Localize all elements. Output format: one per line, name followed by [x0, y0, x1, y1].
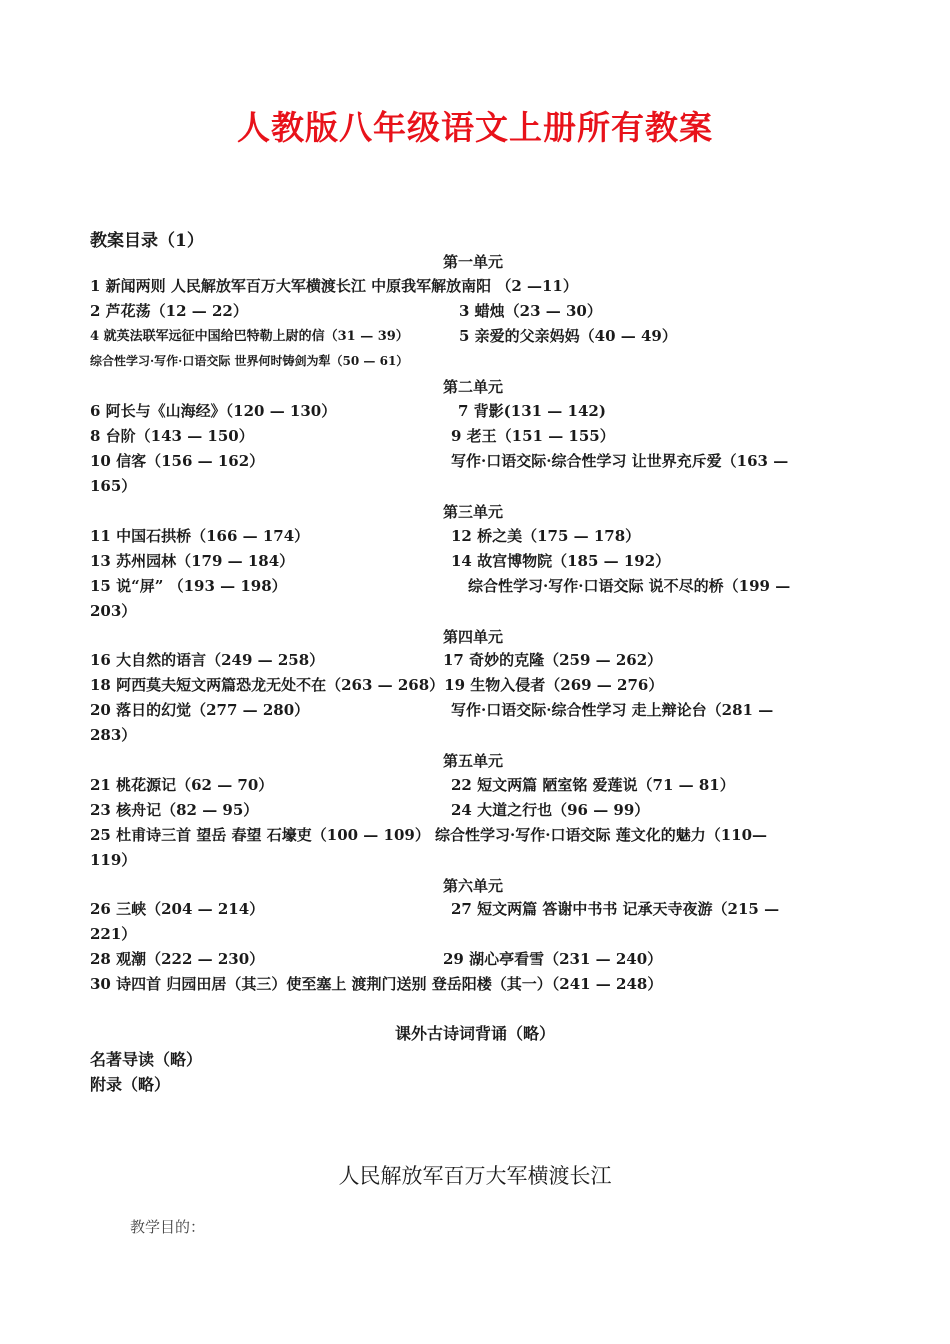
- toc-entry: 7 背影(131 — 142): [458, 402, 606, 420]
- toc-entry: 12 桥之美（175 — 178）: [451, 527, 641, 545]
- document-title: 人教版八年级语文上册所有教案: [237, 108, 713, 147]
- toc-entry: 30 诗四首 归园田居（其三）使至塞上 渡荆门送别 登岳阳楼（其一）（241 — 248）: [90, 975, 663, 993]
- toc-entry: 22 短文两篇 陋室铭 爱莲说（71 — 81）: [451, 776, 735, 794]
- toc-entry: 24 大道之行也（96 — 99）: [451, 801, 650, 819]
- toc-entry: 16 大自然的语言（249 — 258）: [90, 651, 325, 669]
- toc-entry: 8 台阶（143 — 150）: [90, 427, 254, 445]
- toc-entry: 9 老王（151 — 155）: [451, 427, 615, 445]
- extracurricular-poems: 课外古诗词背诵（略）: [394, 1024, 555, 1043]
- unit-heading: 第六单元: [443, 877, 504, 895]
- toc-entry: 6 阿长与《山海经》（120 — 130）: [90, 402, 337, 420]
- toc-entry: 26 三峡（204 — 214）: [90, 900, 265, 918]
- toc-entry: 综合性学习·写作·口语交际 世界何时铸剑为犁（50 — 61）: [90, 354, 409, 368]
- toc-entry: 10 信客（156 — 162）: [90, 452, 265, 470]
- article-title: 人民解放军百万大军横渡长江: [338, 1164, 612, 1188]
- toc-entry: 23 核舟记（82 — 95）: [90, 801, 259, 819]
- toc-entry: 综合性学习·写作·口语交际 说不尽的桥（199 —: [468, 577, 791, 595]
- toc-entry: 283）: [90, 726, 137, 744]
- unit-heading: 第一单元: [443, 253, 504, 271]
- toc-entry: 5 亲爱的父亲妈妈（40 — 49）: [459, 327, 677, 345]
- section-label: 教学目的：: [130, 1218, 206, 1236]
- toc-entry: 119）: [90, 851, 137, 869]
- toc-entry: 写作·口语交际·综合性学习 走上辩论台（281 —: [451, 701, 774, 719]
- toc-entry: 2 芦花荡（12 — 22）: [90, 302, 248, 320]
- classics-guide: 名著导读（略）: [90, 1050, 203, 1069]
- toc-entry: 18 阿西莫夫短文两篇恐龙无处不在（263 — 268）19 生物入侵者（269 — 276）: [90, 676, 664, 694]
- appendix: 附录（略）: [90, 1075, 171, 1094]
- toc-heading: 教案目录（1）: [90, 231, 204, 251]
- toc-entry: 14 故宫博物院（185 — 192）: [451, 552, 671, 570]
- toc-entry: 13 苏州园林（179 — 184）: [90, 552, 295, 570]
- toc-entry: 20 落日的幻觉（277 — 280）: [90, 701, 310, 719]
- toc-entry: 17 奇妙的克隆（259 — 262）: [443, 651, 663, 669]
- unit-heading: 第二单元: [443, 378, 504, 396]
- unit-heading: 第四单元: [443, 628, 504, 646]
- toc-entry: 165）: [90, 477, 137, 495]
- toc-entry: 25 杜甫诗三首 望岳 春望 石壕吏（100 — 109） 综合性学习·写作·口语交际 莲文化的魅力（110—: [90, 826, 768, 844]
- toc-entry: 21 桃花源记（62 — 70）: [90, 776, 274, 794]
- toc-entry: 3 蜡烛（23 — 30）: [459, 302, 602, 320]
- toc-entry: 28 观潮（222 — 230）: [90, 950, 265, 968]
- toc-entry: 1 新闻两则 人民解放军百万大军横渡长江 中原我军解放南阳 （2 —11）: [90, 277, 578, 295]
- toc-entry: 29 湖心亭看雪（231 — 240）: [443, 950, 663, 968]
- toc-entry: 15 说“屏” （193 — 198）: [90, 577, 287, 595]
- toc-entry: 203）: [90, 602, 137, 620]
- unit-heading: 第五单元: [443, 752, 504, 770]
- toc-entry: 221）: [90, 925, 137, 943]
- toc-entry: 4 就英法联军远征中国给巴特勒上尉的信（31 — 39）: [90, 329, 409, 344]
- toc-entry: 写作·口语交际·综合性学习 让世界充斥爱（163 —: [451, 452, 789, 470]
- unit-heading: 第三单元: [443, 503, 504, 521]
- toc-entry: 11 中国石拱桥（166 — 174）: [90, 527, 310, 545]
- toc-entry: 27 短文两篇 答谢中书书 记承天寺夜游（215 —: [451, 900, 780, 918]
